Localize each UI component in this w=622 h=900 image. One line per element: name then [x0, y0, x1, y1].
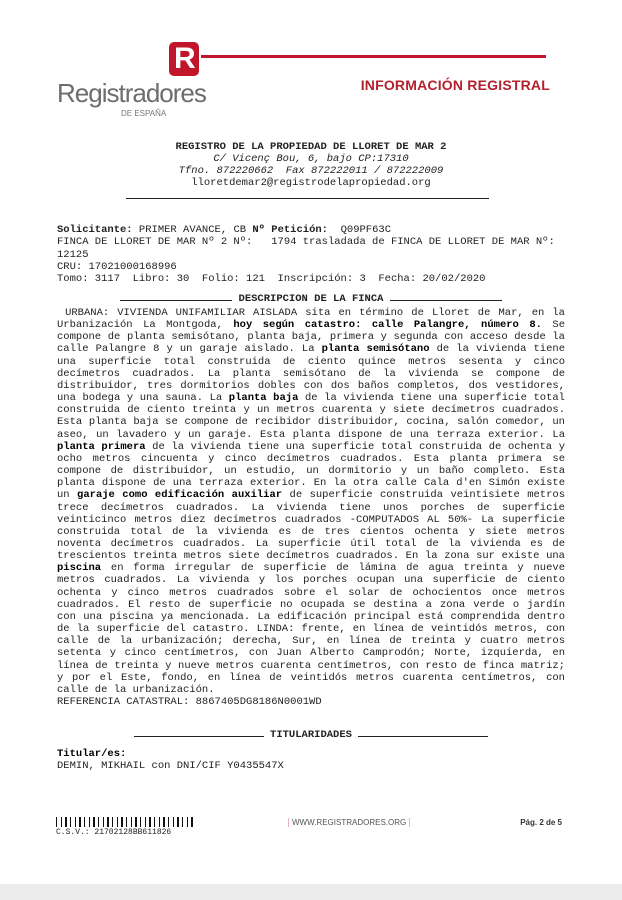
solicitante-value: PRIMER AVANCE, CB — [132, 224, 253, 236]
barcode-bar — [77, 817, 78, 827]
description-segment: de la vivienda tiene una superficie total construida de ochenta y ocho metros cincuenta y cinco decímetros cuadrados. Esta planta primera se compone de distribuidor, un estudio, un dormitorio y un baño completo. Esta planta dispone de una terraza exterior. En la otra calle Cala d'en Simón existe un — [57, 440, 572, 502]
barcode-bar — [175, 817, 176, 827]
barcode-bar — [68, 817, 69, 827]
description-segment: de superficie construida veintisiete metros trece decímetros cuadrados. La vivienda tiene unos porches de superficie veinticinco metros diez decímetros cuadrados -COMPUTADOS AL 50%- La superficie construida total de la vivienda es de tres cientos ochenta y siete metros noventa decímetros cuadrados. La superficie útil total de la vivienda es de trescientos treinta metros siete decímetros cuadrados. En la zona sur existe una — [57, 489, 572, 563]
barcode-bar — [156, 817, 158, 827]
registry-email: lloretdemar2@registrodelapropiedad.org — [191, 177, 431, 189]
barcode-bar — [110, 817, 111, 827]
barcode-bar — [126, 817, 127, 827]
barcode-bar — [166, 817, 167, 827]
barcode-bar — [121, 817, 123, 827]
barcode-bar — [84, 817, 85, 827]
owner-label: Titular/es: — [57, 748, 127, 760]
solicitante-label: Solicitante: — [57, 224, 133, 236]
barcode-bar — [133, 817, 134, 827]
barcode-bar — [182, 817, 183, 827]
page-number: Pág. 2 de 5 — [520, 818, 562, 827]
barcode-bar — [75, 817, 76, 827]
barcode-bar — [98, 817, 99, 827]
finca-number: 12125 — [57, 248, 89, 261]
barcode-bar — [72, 817, 74, 827]
barcode-bar — [124, 817, 125, 827]
description-segment: de la vivienda tiene una superficie total construida de ciento quince metros sesenta y cinco decímetros cuadrados. La planta semisótano de la vivienda se compone de distribuidor, tres dormitorios dobles con dos baños completos, dos vestidores, una bodega y una sauna. La — [57, 343, 572, 405]
description-bold-segment: hoy según catastro: calle Palangre, número 8. — [233, 319, 542, 332]
description-segment: en forma irregular de superficie de lámina de agua treinta y nueve metros cuadrados. La vivienda y los porches ocupan una superficie de ciento ochenta y cinco metros cuadrados sobre el solar de ochocientos once metros cuadrados. El resto de superficie no ocupada se destina a zona verde o jardín con una piscina ya mencionada. La edificación principal está comprendida dentro de la superficie del catastro. LINDA: frente, en línea de veintidós metros, con calle de la urbanización; derecha, Sur, en línea de treinta y cuatro metros setenta y cinco centímetros, con Juan Alberto Camprodón; Norte, izquierda, en línea de treinta y nueve metros cuarenta centímetros, con resto de finca matriz; y por el Este, fondo, en línea de veintidós metros cuarenta centímetros, con calle de la urbanización. — [57, 562, 572, 696]
registry-name: REGISTRO DE LA PROPIEDAD DE LLORET DE MAR 2 — [175, 141, 447, 153]
section-heading-descripcion — [0, 291, 622, 305]
barcode-bar — [63, 817, 64, 827]
header-divider — [201, 55, 546, 58]
barcode-bar — [93, 817, 95, 827]
barcode-bar — [105, 817, 106, 827]
finca-line: FINCA DE LLORET DE MAR Nº 2 Nº: 1794 trasladada de FINCA DE LLORET DE MAR Nº: — [57, 236, 555, 249]
barcode-bar — [89, 817, 90, 827]
barcode-bar — [140, 817, 141, 827]
barcode-bar — [128, 817, 130, 827]
registry-address: C/ Vicenç Bou, 6, bajo CP:17310 — [213, 153, 409, 165]
barcode-bar — [152, 817, 153, 827]
property-description — [57, 307, 572, 708]
barcode-bar — [119, 817, 120, 827]
barcode-bar — [107, 817, 109, 827]
barcode-bar — [79, 817, 81, 827]
request-meta — [57, 224, 567, 285]
barcode-bar — [103, 817, 104, 827]
csv-code: C.S.V.: 21702128BB611826 — [56, 828, 172, 837]
logo-text: Registradores — [57, 78, 206, 108]
section-title: DESCRIPCION DE LA FINCA — [238, 293, 384, 305]
description-segment: de la vivienda tiene una superficie total construida de ciento treinta y un metros cuarenta y siete decímetros cuadrados. Esta planta baja se compone de recibidor distribuidor, cocina, salón comedor, un aseo, un lavadero y un garaje. Esta planta dispone de una terraza exterior. La — [57, 392, 572, 441]
divider — [126, 198, 489, 199]
barcode-bar — [131, 817, 132, 827]
owner-value: DEMIN, MIKHAIL con DNI/CIF Y0435547X — [57, 760, 284, 773]
barcode-bar — [163, 817, 165, 827]
barcode-bar — [117, 817, 118, 827]
barcode-bar — [114, 817, 116, 827]
registradores-logo — [57, 42, 207, 122]
barcode-bar — [61, 817, 62, 827]
barcode-bar — [142, 817, 144, 827]
barcode-bar — [147, 817, 148, 827]
barcode-bar — [180, 817, 181, 827]
referencia-catastral: REFERENCIA CATASTRAL: 8867405DG8186N0001WD — [57, 696, 322, 708]
section-heading-titularidades — [0, 727, 622, 741]
barcode-bar — [173, 817, 174, 827]
barcode-bar — [170, 817, 172, 827]
barcode-bar — [112, 817, 113, 827]
barcode-bar — [168, 817, 169, 827]
description-segment: URBANA: VIVIENDA UNIFAMILIAR AISLADA sita en término de Lloret de Mar, en la Urbanización La Montgoda, — [57, 307, 572, 332]
barcode-bar — [154, 817, 155, 827]
bottom-band — [0, 884, 622, 900]
barcode-bar — [82, 817, 83, 827]
barcode-bar — [65, 817, 67, 827]
barcode-bar — [191, 817, 193, 827]
description-bold-segment: planta baja — [228, 392, 299, 405]
barcode-bar — [187, 817, 188, 827]
barcode-bar — [194, 817, 195, 827]
barcode-bar — [58, 817, 60, 827]
barcode-bar — [189, 817, 190, 827]
registry-phone: Tfno. 872220662 Fax 872222011 / 872222009 — [178, 165, 444, 177]
website-link[interactable]: WWW.REGISTRADORES.ORG — [288, 818, 410, 827]
barcode-bar — [177, 817, 179, 827]
barcode-bar — [100, 817, 102, 827]
barcode-bar — [159, 817, 160, 827]
peticion-label: Nº Petición: — [252, 224, 328, 236]
description-segment: Se compone de planta semisótano, planta baja, primera y segunda con acceso desde la calle Palangre 8 y un garaje aislado. La — [57, 319, 572, 356]
cru: CRU: 17021000168996 — [57, 260, 177, 273]
description-bold-segment: piscina — [57, 562, 102, 575]
description-bold-segment: planta semisótano — [321, 343, 430, 356]
barcode-bar — [96, 817, 97, 827]
logo-subtext: DE ESPAÑA — [121, 109, 167, 118]
barcode-bar — [86, 817, 88, 827]
section-title: TITULARIDADES — [270, 729, 352, 741]
barcode-bar — [135, 817, 137, 827]
barcode-bar — [56, 817, 57, 827]
description-bold-segment: planta primera — [57, 440, 146, 453]
registry-info — [0, 141, 622, 189]
barcode-bar — [149, 817, 151, 827]
peticion-value: Q09PF63C — [327, 224, 391, 236]
barcode-bar — [145, 817, 146, 827]
description-bold-segment: garaje como edificación auxiliar — [77, 489, 283, 502]
barcode-bar — [161, 817, 162, 827]
barcode-bar — [91, 817, 92, 827]
tomo-info: Tomo: 3117 Libro: 30 Folio: 121 Inscripción: 3 Fecha: 20/02/2020 — [57, 273, 486, 286]
logo-r-mark: R — [169, 42, 199, 76]
barcode-bar — [70, 817, 71, 827]
document-title: INFORMACIÓN REGISTRAL — [360, 77, 550, 93]
barcode-bar — [138, 817, 139, 827]
barcode-bar — [184, 817, 186, 827]
barcode — [56, 817, 196, 827]
owner-block — [57, 748, 284, 773]
